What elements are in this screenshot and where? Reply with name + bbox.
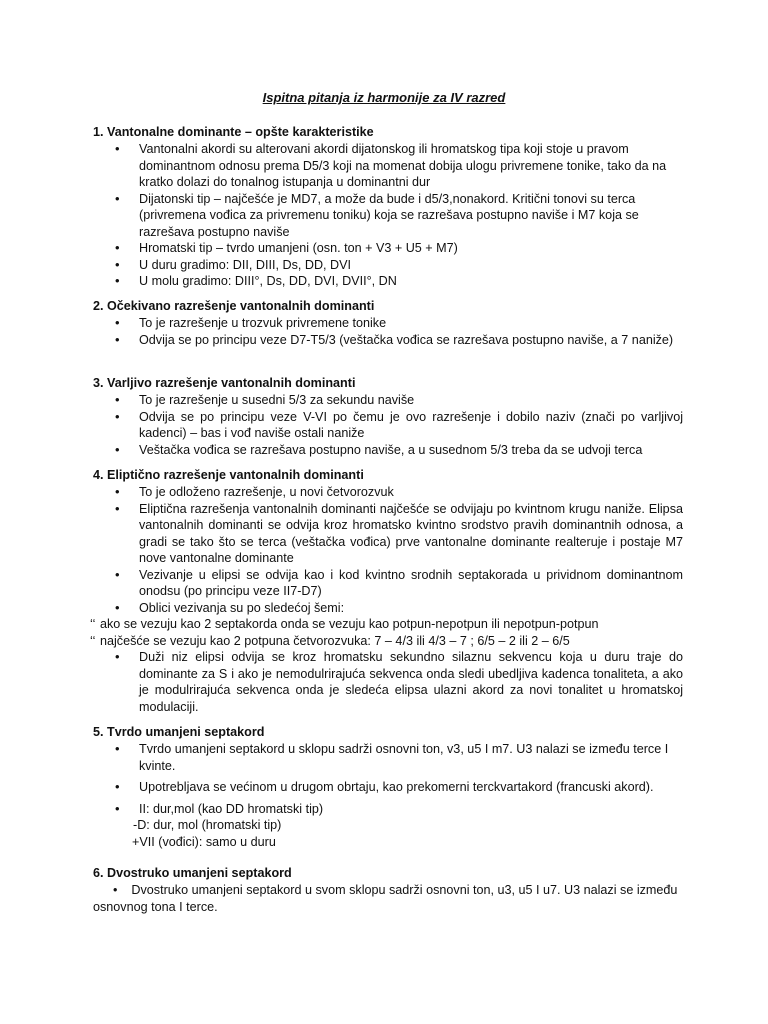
section-3-heading: 3. Varljivo razrešenje vantonalnih dominanti xyxy=(93,376,356,390)
list-item: • Dijatonski tip – najčešće je MD7, a može da bude i d5/3,nonakord. Kritični tonovi su terca (privremena vođica za privremenu toniku) koja se razrešava postupno naviše i M7 koja se razrešava postupno naviše xyxy=(93,191,683,241)
sub-line: -D: dur, mol (hromatski tip) xyxy=(133,818,282,832)
section-2-list xyxy=(93,315,683,348)
list-item: • Oblici vezivanja su po sledećoj šemi: xyxy=(93,600,683,617)
sub-line: +VII (vođici): samo u duru xyxy=(132,834,276,849)
list-item: • Veštačka vođica se razrešava postupno naviše, a u susednom 5/3 treba da se udvoji terca xyxy=(93,442,683,459)
section-5-heading: 5. Tvrdo umanjeni septakord xyxy=(93,725,265,739)
list-item: • Hromatski tip – tvrdo umanjeni (osn. ton + V3 + U5 + M7) xyxy=(93,240,683,257)
list-item: • Vantonalni akordi su alterovani akordi dijatonskog ili hromatskog tipa koji stoje u pravom dominantnom odnosu prema D5/3 koji na momenat dobija ulogu privremene tonike, tako da na kratko dolazi do tonalnog istupanja u dominantni dur xyxy=(93,141,683,191)
scheme-line-2: ‘‘ najčešće se vezuju kao 2 potpuna četvorozvuka: 7 – 4/3 ili 4/3 – 7 ; 6/5 – 2 ili 2 – 6/5 xyxy=(90,633,570,648)
list-item: • Odvija se po principu veze V-VI po čemu je ovo razrešenje i dobilo naziv (znači po varljivoj kadenci) – bas i vođ naviše ostali naniže xyxy=(93,409,683,442)
list-item: • II: dur,mol (kao DD hromatski tip) xyxy=(93,801,683,818)
scheme-line-1: ‘‘ ako se vezuju kao 2 septakorda onda se vezuju kao potpun-nepotpun ili nepotpun-potpun xyxy=(90,617,599,631)
list-item: • To je razrešenje u susedni 5/3 za sekundu naviše xyxy=(93,392,683,409)
list-item: • Vezivanje u elipsi se odvija kao i kod kvintno srodnih septakorada u prividnom dominantnom onodsu (po principu veze II7-D7) xyxy=(93,567,683,600)
section-6-heading: 6. Dvostruko umanjeni septakord xyxy=(93,866,292,880)
section-3-list xyxy=(93,392,683,458)
section-1 xyxy=(93,124,683,290)
list-item: • Eliptična razrešenja vantonalnih dominanti najčešće se odvijaju po kvintnom krugu naniže. Elipsa vantonalnih dominanti se odvija kroz hromatsko kvintno srodstvo pravih dominantnih odnosa, a gradi se tako što se terca (veštačka vođica) prve vantonalne dominante realteruje i postaje M7 nove vantonalne dominante xyxy=(93,501,683,567)
list-item: • To je odloženo razrešenje, u novi četvorozvuk xyxy=(93,484,683,501)
section-4 xyxy=(90,467,683,715)
section-2-heading: 2. Očekivano razrešenje vantonalnih dominanti xyxy=(93,299,375,313)
document-title: Ispitna pitanja iz harmonije za IV razred xyxy=(262,90,506,105)
section-3 xyxy=(93,375,683,458)
list-item: • Duži niz elipsi odvija se kroz hromatsku sekundno silaznu sekvencu koja u duru traje do dominante za S i ako je nemodulrirajuća sekvenca onda sledi ubedljiva kadenca tonaliteta, a ako je modulrirajuća sekvenca onda je sledeća elipsa ulazni akord za novi tonalitet u hromatskoj modulaciji. xyxy=(93,649,683,715)
list-item: • U molu gradimo: DIII°, Ds, DD, DVI, DVII°, DN xyxy=(93,273,683,290)
bullet-icon: • xyxy=(113,883,132,897)
tick-mark-icon: ‘‘ xyxy=(90,617,96,631)
section-1-list xyxy=(93,141,683,290)
section-4-heading: 4. Eliptično razrešenje vantonalnih dominanti xyxy=(93,468,364,482)
section-2 xyxy=(93,298,683,348)
section-6 xyxy=(93,865,683,915)
section-5 xyxy=(93,724,683,850)
list-item: • Tvrdo umanjeni septakord u sklopu sadrži osnovni ton, v3, u5 I m7. U3 nalazi se između terce I kvinte. xyxy=(93,741,683,774)
tick-mark-icon: ‘‘ xyxy=(90,633,96,648)
list-item: • Odvija se po principu veze D7-T5/3 (veštačka vođica se razrešava postupno naviše, a 7 naniže) xyxy=(93,332,683,349)
section-1-heading: 1. Vantonalne dominante – opšte karakteristike xyxy=(93,125,374,139)
list-item: • Upotrebljava se većinom u drugom obrtaju, kao prekomerni terckvartakord (francuski akord). xyxy=(93,779,683,796)
section-5-list xyxy=(93,741,683,817)
list-item: • To je razrešenje u trozvuk privremene tonike xyxy=(93,315,683,332)
section-4-list xyxy=(93,484,683,616)
list-item: • U duru gradimo: DII, DIII, Ds, DD, DVI xyxy=(93,257,683,274)
section-4-list-cont xyxy=(93,649,683,715)
paragraph: • Dvostruko umanjeni septakord u svom sklopu sadrži osnovni ton, u3, u5 I u7. U3 nalazi se između osnovnog tona I terce. xyxy=(93,883,678,914)
